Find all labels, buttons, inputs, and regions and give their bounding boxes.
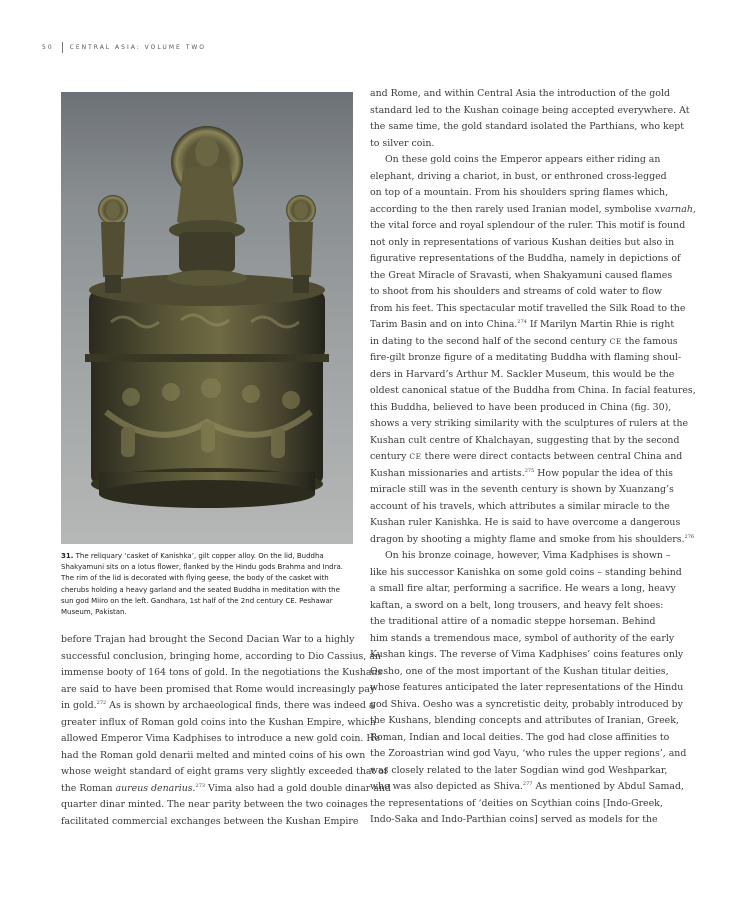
figure-caption xyxy=(61,551,353,618)
text-line: are said to have been promised that Rome would increasingly pay xyxy=(61,683,376,695)
text-span: Vima also had a gold double dinar and xyxy=(205,782,391,794)
text-line: figurative representations of the Buddha, namely in depictions of xyxy=(370,253,681,264)
text-line: Kushan kings. The reverse of Vima Kadphises’ coins features only xyxy=(370,649,684,660)
text-span: How popular the idea of this xyxy=(534,467,673,479)
text-line: before Trajan had brought the Second Dacian War to a highly xyxy=(61,634,355,645)
text-line: account of his travels, which attributes a similar miracle to the xyxy=(370,500,670,512)
text-span: century xyxy=(370,451,410,462)
italic-term: aureus denarius xyxy=(115,782,193,794)
text-line xyxy=(370,532,695,549)
italic-term: xvarnah xyxy=(654,203,693,215)
reliquary-photo xyxy=(61,92,353,544)
text-line xyxy=(61,781,391,798)
text-line xyxy=(370,449,683,466)
text-line: standard led to the Kushan coinage being accepted everywhere. At xyxy=(370,104,690,116)
text-line: successful conclusion, bringing home, according to Dio Cassius, an xyxy=(61,650,381,662)
text-line: elephant, driving a chariot, in bust, or enthroned cross-legged xyxy=(370,170,667,182)
text-line: from his feet. This spectacular motif travelled the Silk Road to the xyxy=(370,302,686,314)
text-line: Kushan ruler Kanishka. He is said to have overcome a dangerous xyxy=(370,517,681,528)
footnote-ref: 276 xyxy=(684,533,695,540)
footnote-ref: 274 xyxy=(517,319,527,325)
text-line xyxy=(370,202,696,219)
footnote-ref: 275 xyxy=(524,467,535,474)
text-line: god Shiva. Oesho was a syncretistic deity, probably introduced by xyxy=(370,698,683,710)
text-line: On his bronze coinage, however, Vima Kadphises is shown – xyxy=(385,550,671,561)
text-line: a small fire altar, performing a sacrifice. He wears a long, heavy xyxy=(370,583,676,594)
footnote-ref: 273 xyxy=(195,782,206,789)
text-span: Tarim Basin and on into China. xyxy=(370,319,518,330)
text-line: the vital force and royal splendour of the ruler. This motif is found xyxy=(370,220,686,231)
text-span: in gold. xyxy=(61,700,97,711)
text-line: had the Roman gold denarii melted and minted coins of his own xyxy=(61,749,366,761)
text-line: immense booty of 164 tons of gold. In the negotiations the Kushans xyxy=(61,667,383,678)
text-line: Kushan cult centre of Khalchayan, suggesting that by the second xyxy=(370,434,680,446)
text-line: this Buddha, believed to have been produced in China (fig. 30), xyxy=(370,401,672,413)
text-line: whose weight standard of eight grams very slightly exceeded that of xyxy=(61,766,388,777)
text-line: was closely related to the later Sogdian wind god Weshparkar, xyxy=(370,764,668,776)
text-span: . xyxy=(192,782,196,794)
text-line: him stands a tremendous mace, symbol of authority of the early xyxy=(370,632,675,644)
text-line xyxy=(370,779,685,796)
text-line: the same time, the gold standard isolated the Parthians, who kept xyxy=(370,121,685,132)
text-line: greater influx of Roman gold coins into the Kushan Empire, which xyxy=(61,716,376,728)
text-line: fire-gilt bronze figure of a meditating Buddha with flaming shoul- xyxy=(370,352,682,363)
text-line: the representations of ‘deities on Scythian coins [Indo-Greek, xyxy=(370,797,663,809)
text-line: to shoot from his shoulders and streams of cold water to flow xyxy=(370,286,663,297)
running-title: CENTRAL ASIA: VOLUME TWO xyxy=(69,43,207,51)
text-line: like his successor Kanishka on some gold coins – standing behind xyxy=(370,566,682,578)
text-span: according to the then rarely used Iranian model, symbolise xyxy=(370,203,655,215)
text-span: the Roman xyxy=(61,782,116,794)
text-span: there were direct contacts between central China and xyxy=(421,451,683,462)
text-line: the Kushans, blending concepts and attributes of Iranian, Greek, xyxy=(370,715,679,726)
caption-text: The reliquary ‘casket of Kanishka’, gilt copper alloy. On the lid, Buddha Shakyamuni sits on a lotus flower, flanked by the Hindu gods Brahma and Indra. The rim of the lid is decorated with flying geese, the body of the casket with cherubs holding a heavy garland and the seated Buddha in meditation with the sun god Miiro on the left. Gandhara, 1st half of the 2nd century CE. Peshawar Museum, Pakistan. xyxy=(61,552,343,617)
text-line: miracle still was in the seventh century is shown by Xuanzang’s xyxy=(370,484,674,495)
text-span: As is shown by archaeological finds, there was indeed a xyxy=(106,700,375,711)
text-line xyxy=(61,698,375,715)
footnote-ref: 272 xyxy=(96,700,107,706)
text-span: , xyxy=(692,203,696,215)
text-line xyxy=(370,317,675,334)
text-line: Oesho, one of the most important of the Kushan titular deities, xyxy=(370,665,669,677)
right-text-column xyxy=(370,86,696,829)
text-span: If Marilyn Martin Rhie is right xyxy=(526,319,675,330)
text-line: to silver coin. xyxy=(370,137,435,149)
text-line: on top of a mountain. From his shoulders spring flames which, xyxy=(370,187,669,198)
text-line: ders in Harvard’s Arthur M. Sackler Museum, this would be the xyxy=(370,368,675,380)
text-line: Roman, Indian and local deities. The god had close affinities to xyxy=(370,731,670,743)
text-line: Indo-Saka and Indo-Parthian coins] served as models for the xyxy=(370,814,658,825)
text-span: As mentioned by Abdul Samad, xyxy=(532,781,685,792)
text-line: oldest canonical statue of the Buddha from China. In facial features, xyxy=(370,385,696,396)
text-span: dragon by shooting a mighty flame and smoke from his shoulders. xyxy=(370,533,685,545)
caption-number: 31. xyxy=(61,552,74,560)
text-line: kaftan, a sword on a belt, long trousers, and heavy felt shoes: xyxy=(370,599,664,611)
text-line: quarter dinar minted. The near parity between the two coinages xyxy=(61,799,368,810)
text-span: who was also depicted as Shiva. xyxy=(370,781,523,792)
text-line: shows a very striking similarity with the sculptures of rulers at the xyxy=(370,418,689,429)
page-number: 50 xyxy=(42,43,54,51)
footnote-ref: 277 xyxy=(522,781,533,787)
text-line: the Zoroastrian wind god Vayu, ‘who rules the upper regions’, and xyxy=(370,748,687,759)
text-line: On these gold coins the Emperor appears either riding an xyxy=(385,154,661,165)
text-line: not only in representations of various Kushan deities but also in xyxy=(370,236,675,248)
text-line xyxy=(370,334,678,351)
text-line: whose features anticipated the later representations of the Hindu xyxy=(370,682,684,693)
running-header xyxy=(42,41,206,53)
text-span: Kushan missionaries and artists. xyxy=(370,467,525,479)
text-line: and Rome, and within Central Asia the introduction of the gold xyxy=(370,88,670,99)
text-line: the traditional attire of a nomadic steppe horseman. Behind xyxy=(370,616,656,627)
text-line: allowed Emperor Vima Kadphises to introduce a new gold coin. He xyxy=(61,733,381,744)
header-divider xyxy=(62,42,63,53)
text-line: the Great Miracle of Sravasti, when Shakyamuni caused flames xyxy=(370,269,673,281)
text-line xyxy=(370,466,673,483)
text-span: the famous xyxy=(621,335,678,347)
reliquary-illustration xyxy=(61,92,353,544)
small-caps-era: CE xyxy=(409,452,422,461)
small-caps-era: CE xyxy=(609,336,622,346)
text-line: facilitated commercial exchanges between the Kushan Empire xyxy=(61,815,359,827)
text-span: in dating to the second half of the second century xyxy=(370,335,610,347)
left-text-column xyxy=(61,632,391,830)
